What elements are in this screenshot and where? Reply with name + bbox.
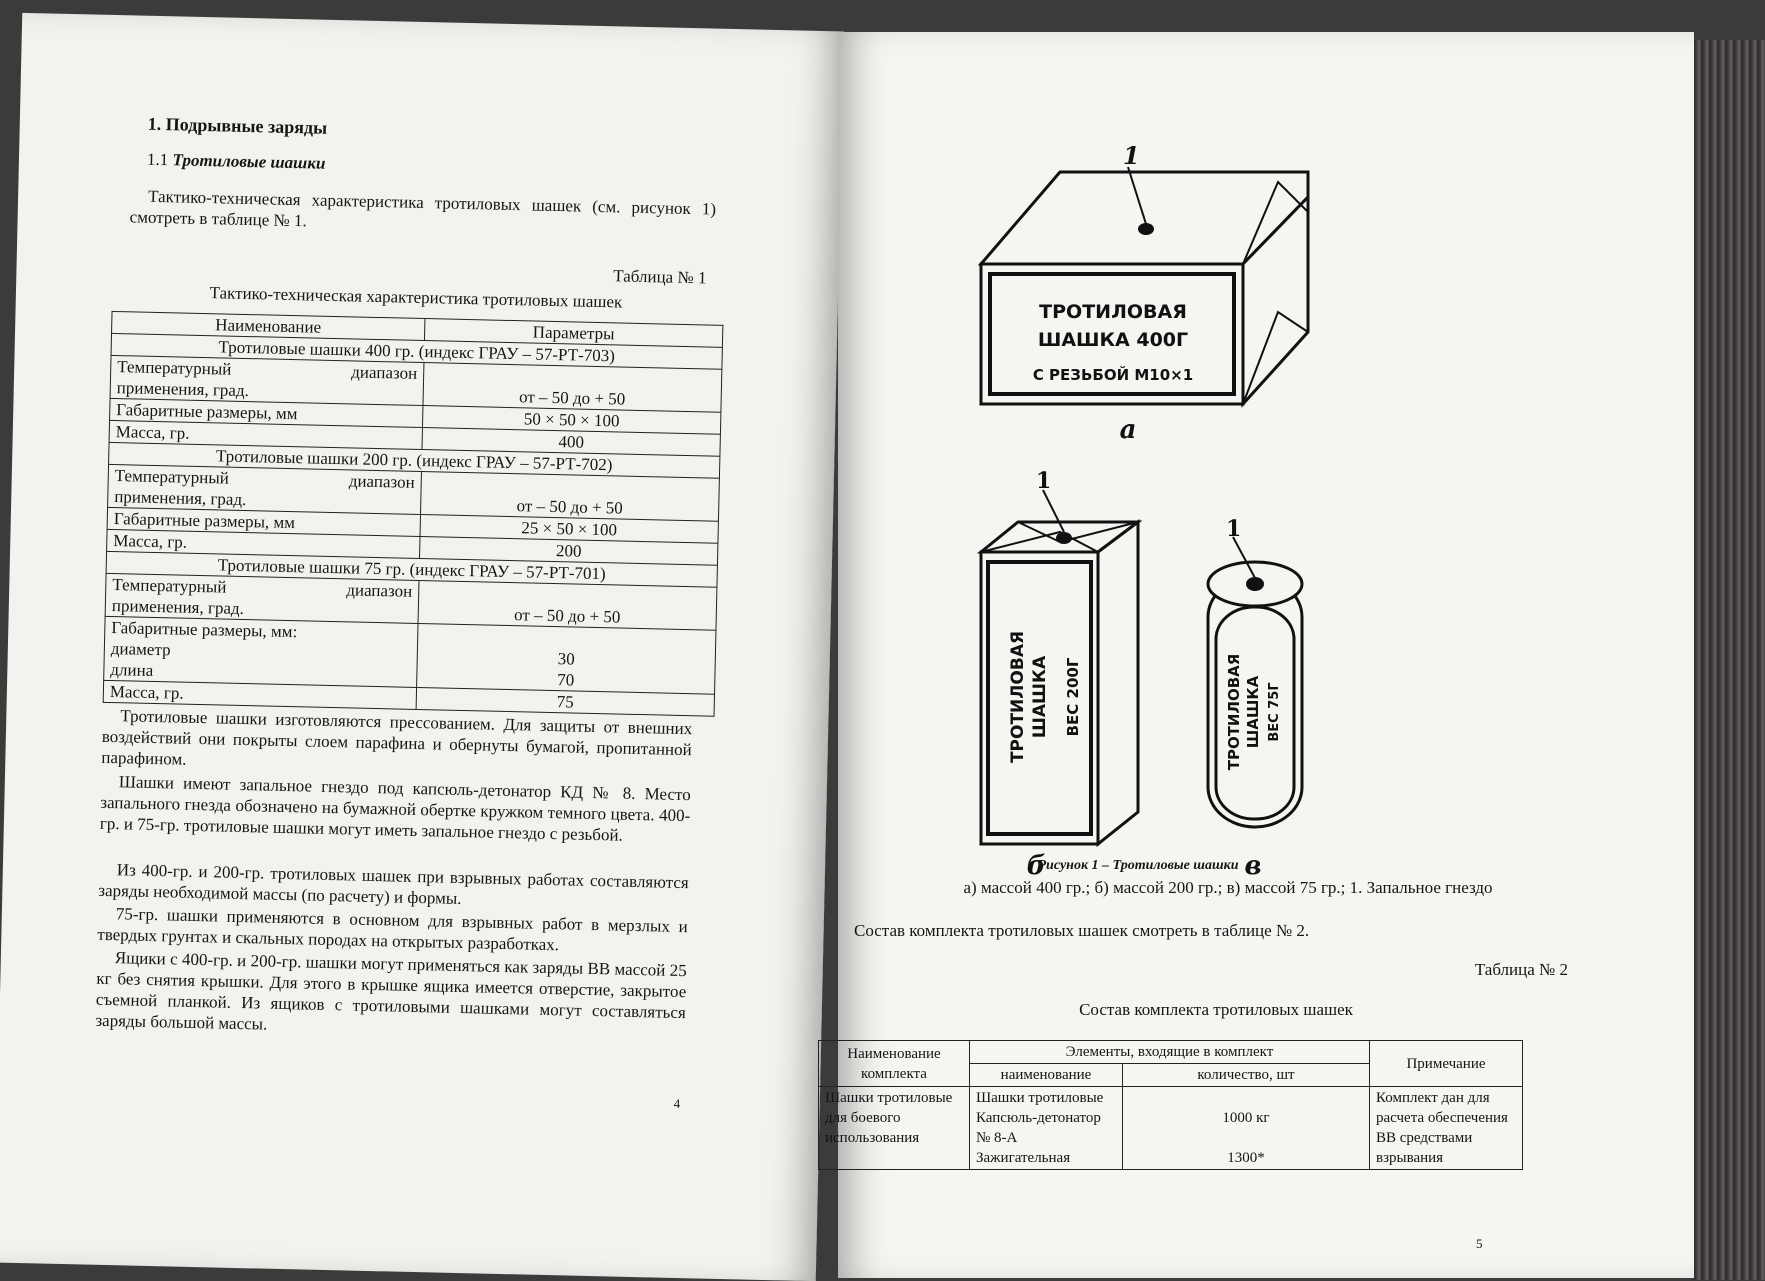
intro-paragraph: Тактико-техническая характеристика тротиловых шашек (см. рисунок 1) смотреть в таблице № 1. [129, 186, 717, 231]
detonator-socket-icon [1056, 532, 1072, 544]
body-paragraph: Тротиловые шашки изготовляются прессованием. Для защиты от внешних воздействий они покрыты слоем парафина и обернуты бумагой, пропитанной парафином. [101, 706, 693, 769]
table1-cell-mass: 75 [416, 687, 714, 716]
table2-header-elements: Элементы, входящие в комплект [970, 1041, 1370, 1064]
right-page [825, 32, 1694, 1278]
detonator-socket-icon [1138, 223, 1154, 235]
tnt-block-400 [981, 141, 1308, 445]
letter-a: а [1119, 415, 1137, 445]
box-a-text-1: ТРОТИЛОВАЯ [1039, 301, 1187, 323]
table2-title: Состав комплекта тротиловых шашек [1079, 1000, 1353, 1019]
body-paragraph: Из 400-гр. и 200-гр. тротиловых шашек при взрывных работах составляются заряды необходимой массы (по расчету) и формы. [98, 860, 689, 909]
figure-caption: Рисунок 1 – Тротиловые шашки [1037, 858, 1239, 873]
table1-label: Таблица № 1 [613, 266, 707, 288]
letter-b: б [1026, 851, 1046, 881]
table1-header-params: Параметры [424, 319, 722, 348]
table1-row-temp: Температурный диапазон применения, град. [110, 355, 424, 405]
table1-cell-temp: от – 50 до + 50 [421, 472, 720, 522]
table1-cell-dims: 30 70 [417, 623, 716, 694]
table1-row-temp: Температурный диапазон применения, град. [108, 464, 422, 514]
table2-cell-qty: 1000 кг 1300* [1123, 1087, 1370, 1170]
table1-row-dims: Габаритные размеры, мм [110, 398, 423, 427]
table1-group-title: Тротиловые шашки 75 гр. (индекс ГРАУ – 57-РТ-701) [106, 551, 717, 587]
subsection-title: Тротиловые шашки [172, 150, 326, 173]
table1-group-title: Тротиловые шашки 400 гр. (индекс ГРАУ – 57-РТ-703) [111, 333, 722, 369]
table1-title: Тактико-техническая характеристика тротиловых шашек [209, 283, 623, 312]
box-b-text-1: ТРОТИЛОВАЯ [1008, 630, 1028, 764]
table1-group-title: Тротиловые шашки 200 гр. (индекс ГРАУ – 57-РТ-702) [109, 442, 720, 478]
table1-header-name: Наименование [112, 311, 425, 340]
table2-cell-note: Комплект дан для расчета обеспечения ВВ средствами взрывания [1370, 1087, 1523, 1170]
box-v-text-2: ШАШКА [1244, 675, 1262, 749]
table1-row-mass: Масса, гр. [103, 680, 416, 709]
label-1: 1 [1123, 141, 1140, 170]
table2-label: Таблица № 2 [1474, 960, 1568, 979]
table-2 [818, 1040, 1523, 1170]
body-paragraph: 75-гр. шашки применяются в основном для взрывных работ в мерзлых и твердых грунтах и скальных породах на открытых разработках. [97, 904, 688, 955]
box-a-text-3: С РЕЗЬБОЙ М10×1 [1032, 366, 1194, 384]
page-number: 5 [1476, 1236, 1483, 1251]
page-number: 4 [673, 1095, 681, 1112]
intro-paragraph-2: Состав комплекта тротиловых шашек смотреть в таблице № 2. [854, 921, 1310, 940]
table2-cell-elements: Шашки тротиловые Капсюль-детонатор № 8-А Зажигательная [970, 1087, 1123, 1170]
box-v-text-3: ВЕС 75Г [1267, 682, 1282, 742]
box-b-text-2: ШАШКА [1030, 655, 1050, 739]
table1-row-temp: Температурный диапазон применения, град. [105, 573, 419, 623]
table-1 [103, 311, 724, 717]
body-paragraph: Шашки имеют запальное гнездо под капсюль-детонатор КД № 8. Место запального гнезда обозначено на бумажной обертке кружком темного цвета. 400-гр. и 75-гр. тротиловые шашки могут иметь запальное гнездо с резьбой. [99, 772, 691, 845]
table1-cell-mass: 200 [420, 536, 718, 565]
figure-subcaption: а) массой 400 гр.; б) массой 200 гр.; в) массой 75 гр.; 1. Запальное гнездо [963, 878, 1493, 897]
table2-header-el-name: наименование [970, 1064, 1123, 1087]
box-b-text-3: ВЕС 200Г [1064, 657, 1082, 737]
letter-v: в [1244, 851, 1262, 881]
box-a-text-2: ШАШКА 400Г [1037, 329, 1189, 351]
tnt-cylinder-75 [1208, 516, 1302, 881]
table1-cell-mass: 400 [422, 428, 720, 457]
left-page [0, 13, 844, 1281]
table2-header-el-qty: количество, шт [1123, 1064, 1370, 1087]
table1-cell-temp: от – 50 до + 50 [418, 580, 717, 630]
tnt-block-200 [981, 468, 1138, 881]
subsection-number: 1.1 [146, 149, 169, 170]
body-paragraph: Ящики с 400-гр. и 200-гр. шашки могут применяться как заряды ВВ массой 25 кг без снятия крышки. Для этого в крышке ящика имеется отверстие, закрытое съемной планкой. Из ящиков с тротиловыми шашками могут составляться заряды большой массы. [95, 948, 687, 1034]
table1-row-mass: Масса, гр. [109, 420, 422, 449]
table1-row-dims: Габаритные размеры, мм: диаметр длина [104, 616, 418, 687]
page-edges [1694, 40, 1765, 1280]
section-heading: 1. Подрывные заряды [147, 113, 328, 138]
table1-cell-temp: от – 50 до + 50 [423, 363, 722, 413]
table1-row-mass: Масса, гр. [107, 529, 420, 558]
subsection-heading [147, 150, 326, 174]
table1-cell-dims: 50 × 50 × 100 [422, 406, 720, 435]
box-v-text-1: ТРОТИЛОВАЯ [1225, 653, 1243, 771]
label-1: 1 [1226, 516, 1242, 542]
label-1: 1 [1036, 468, 1052, 494]
table1-cell-dims: 25 × 50 × 100 [420, 515, 718, 544]
table2-cell-kit-name: Шашки тротиловые для боевого использования [819, 1087, 970, 1170]
table2-header-name: Наименование комплекта [819, 1041, 970, 1087]
table1-row-dims: Габаритные размеры, мм [107, 507, 420, 536]
detonator-socket-icon [1246, 577, 1264, 591]
table2-header-note: Примечание [1370, 1041, 1523, 1087]
